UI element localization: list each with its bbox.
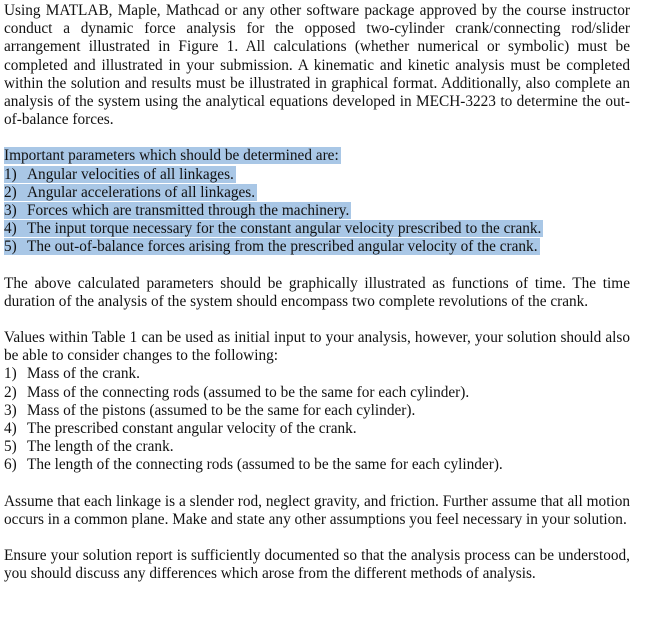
- spacer: [4, 129, 662, 147]
- list-item: [4, 420, 662, 438]
- important-item: [4, 238, 662, 256]
- list-item: [4, 402, 662, 420]
- important-item: [4, 166, 662, 184]
- important-item-highlight: [4, 184, 257, 201]
- item-number: 4): [4, 420, 17, 438]
- spacer: [4, 257, 662, 275]
- values-list: [4, 365, 662, 474]
- important-parameters-section: [4, 147, 662, 256]
- important-heading: Important parameters which should be determined are:: [4, 147, 339, 165]
- important-item-highlight: [4, 238, 540, 255]
- list-item: [4, 456, 662, 474]
- item-number: 1): [4, 165, 17, 183]
- item-text: Mass of the pistons (assumed to be the same for each cylinder).: [27, 401, 416, 419]
- graphical-paragraph: The above calculated parameters should be graphically illustrated as functions of time. The time duration of the analysis of the system should encompass two complete revolutions of the crank.: [4, 274, 630, 310]
- spacer: [4, 475, 662, 493]
- item-text: The out-of-balance forces arising from the prescribed angular velocity of the crank.: [27, 238, 538, 256]
- list-item: [4, 384, 662, 402]
- item-number: 5): [4, 238, 17, 256]
- important-item-highlight: [4, 220, 543, 237]
- item-number: 2): [4, 183, 17, 201]
- important-item-highlight: [4, 166, 236, 183]
- important-item-highlight: [4, 202, 351, 219]
- important-item: [4, 184, 662, 202]
- intro-paragraph: Using MATLAB, Maple, Mathcad or any other software package approved by the course instructor conduct a dynamic force analysis for the opposed two-cylinder crank/connecting rod/slider arrangement illustrated in Figure 1. All calculations (whether numerical or symbolic) must be completed and illustrated in your submission. A kinematic and kinetic analysis must be completed within the solution and results must be illustrated in graphical format. Additionally, also complete an analysis of the system using the analytical equations developed in MECH-3223 to determine the out-of-balance forces.: [4, 2, 630, 129]
- item-number: 6): [4, 456, 17, 474]
- important-heading-row: [4, 147, 662, 165]
- important-item: [4, 220, 662, 238]
- important-item: [4, 202, 662, 220]
- spacer: [4, 311, 662, 329]
- documentation-paragraph: Ensure your solution report is sufficiently documented so that the analysis process can be understood, you should discuss any differences which arose from the different methods of analysis.: [4, 547, 630, 583]
- item-number: 4): [4, 220, 17, 238]
- item-number: 1): [4, 365, 17, 383]
- item-text: Mass of the connecting rods (assumed to be the same for each cylinder).: [27, 383, 470, 401]
- list-item: [4, 438, 662, 456]
- item-text: The length of the crank.: [27, 438, 174, 456]
- assumptions-paragraph: Assume that each linkage is a slender rod, neglect gravity, and friction. Further assume that all motion occurs in a common plane. Make and state any other assumptions you feel necessary in your solution.: [4, 492, 630, 528]
- item-text: The prescribed constant angular velocity of the crank.: [27, 420, 357, 438]
- spacer: [4, 529, 662, 547]
- item-number: 3): [4, 202, 17, 220]
- list-item: [4, 365, 662, 383]
- item-text: The length of the connecting rods (assumed to be the same for each cylinder).: [27, 456, 503, 474]
- item-text: Angular accelerations of all linkages.: [27, 183, 256, 201]
- item-text: The input torque necessary for the constant angular velocity prescribed to the crank.: [27, 220, 542, 238]
- item-text: Mass of the crank.: [27, 365, 140, 383]
- values-paragraph: Values within Table 1 can be used as initial input to your analysis, however, your solution should also be able to consider changes to the following:: [4, 329, 630, 365]
- item-number: 3): [4, 401, 17, 419]
- item-number: 2): [4, 383, 17, 401]
- item-number: 5): [4, 438, 17, 456]
- item-text: Angular velocities of all linkages.: [27, 165, 234, 183]
- item-text: Forces which are transmitted through the machinery.: [27, 202, 350, 220]
